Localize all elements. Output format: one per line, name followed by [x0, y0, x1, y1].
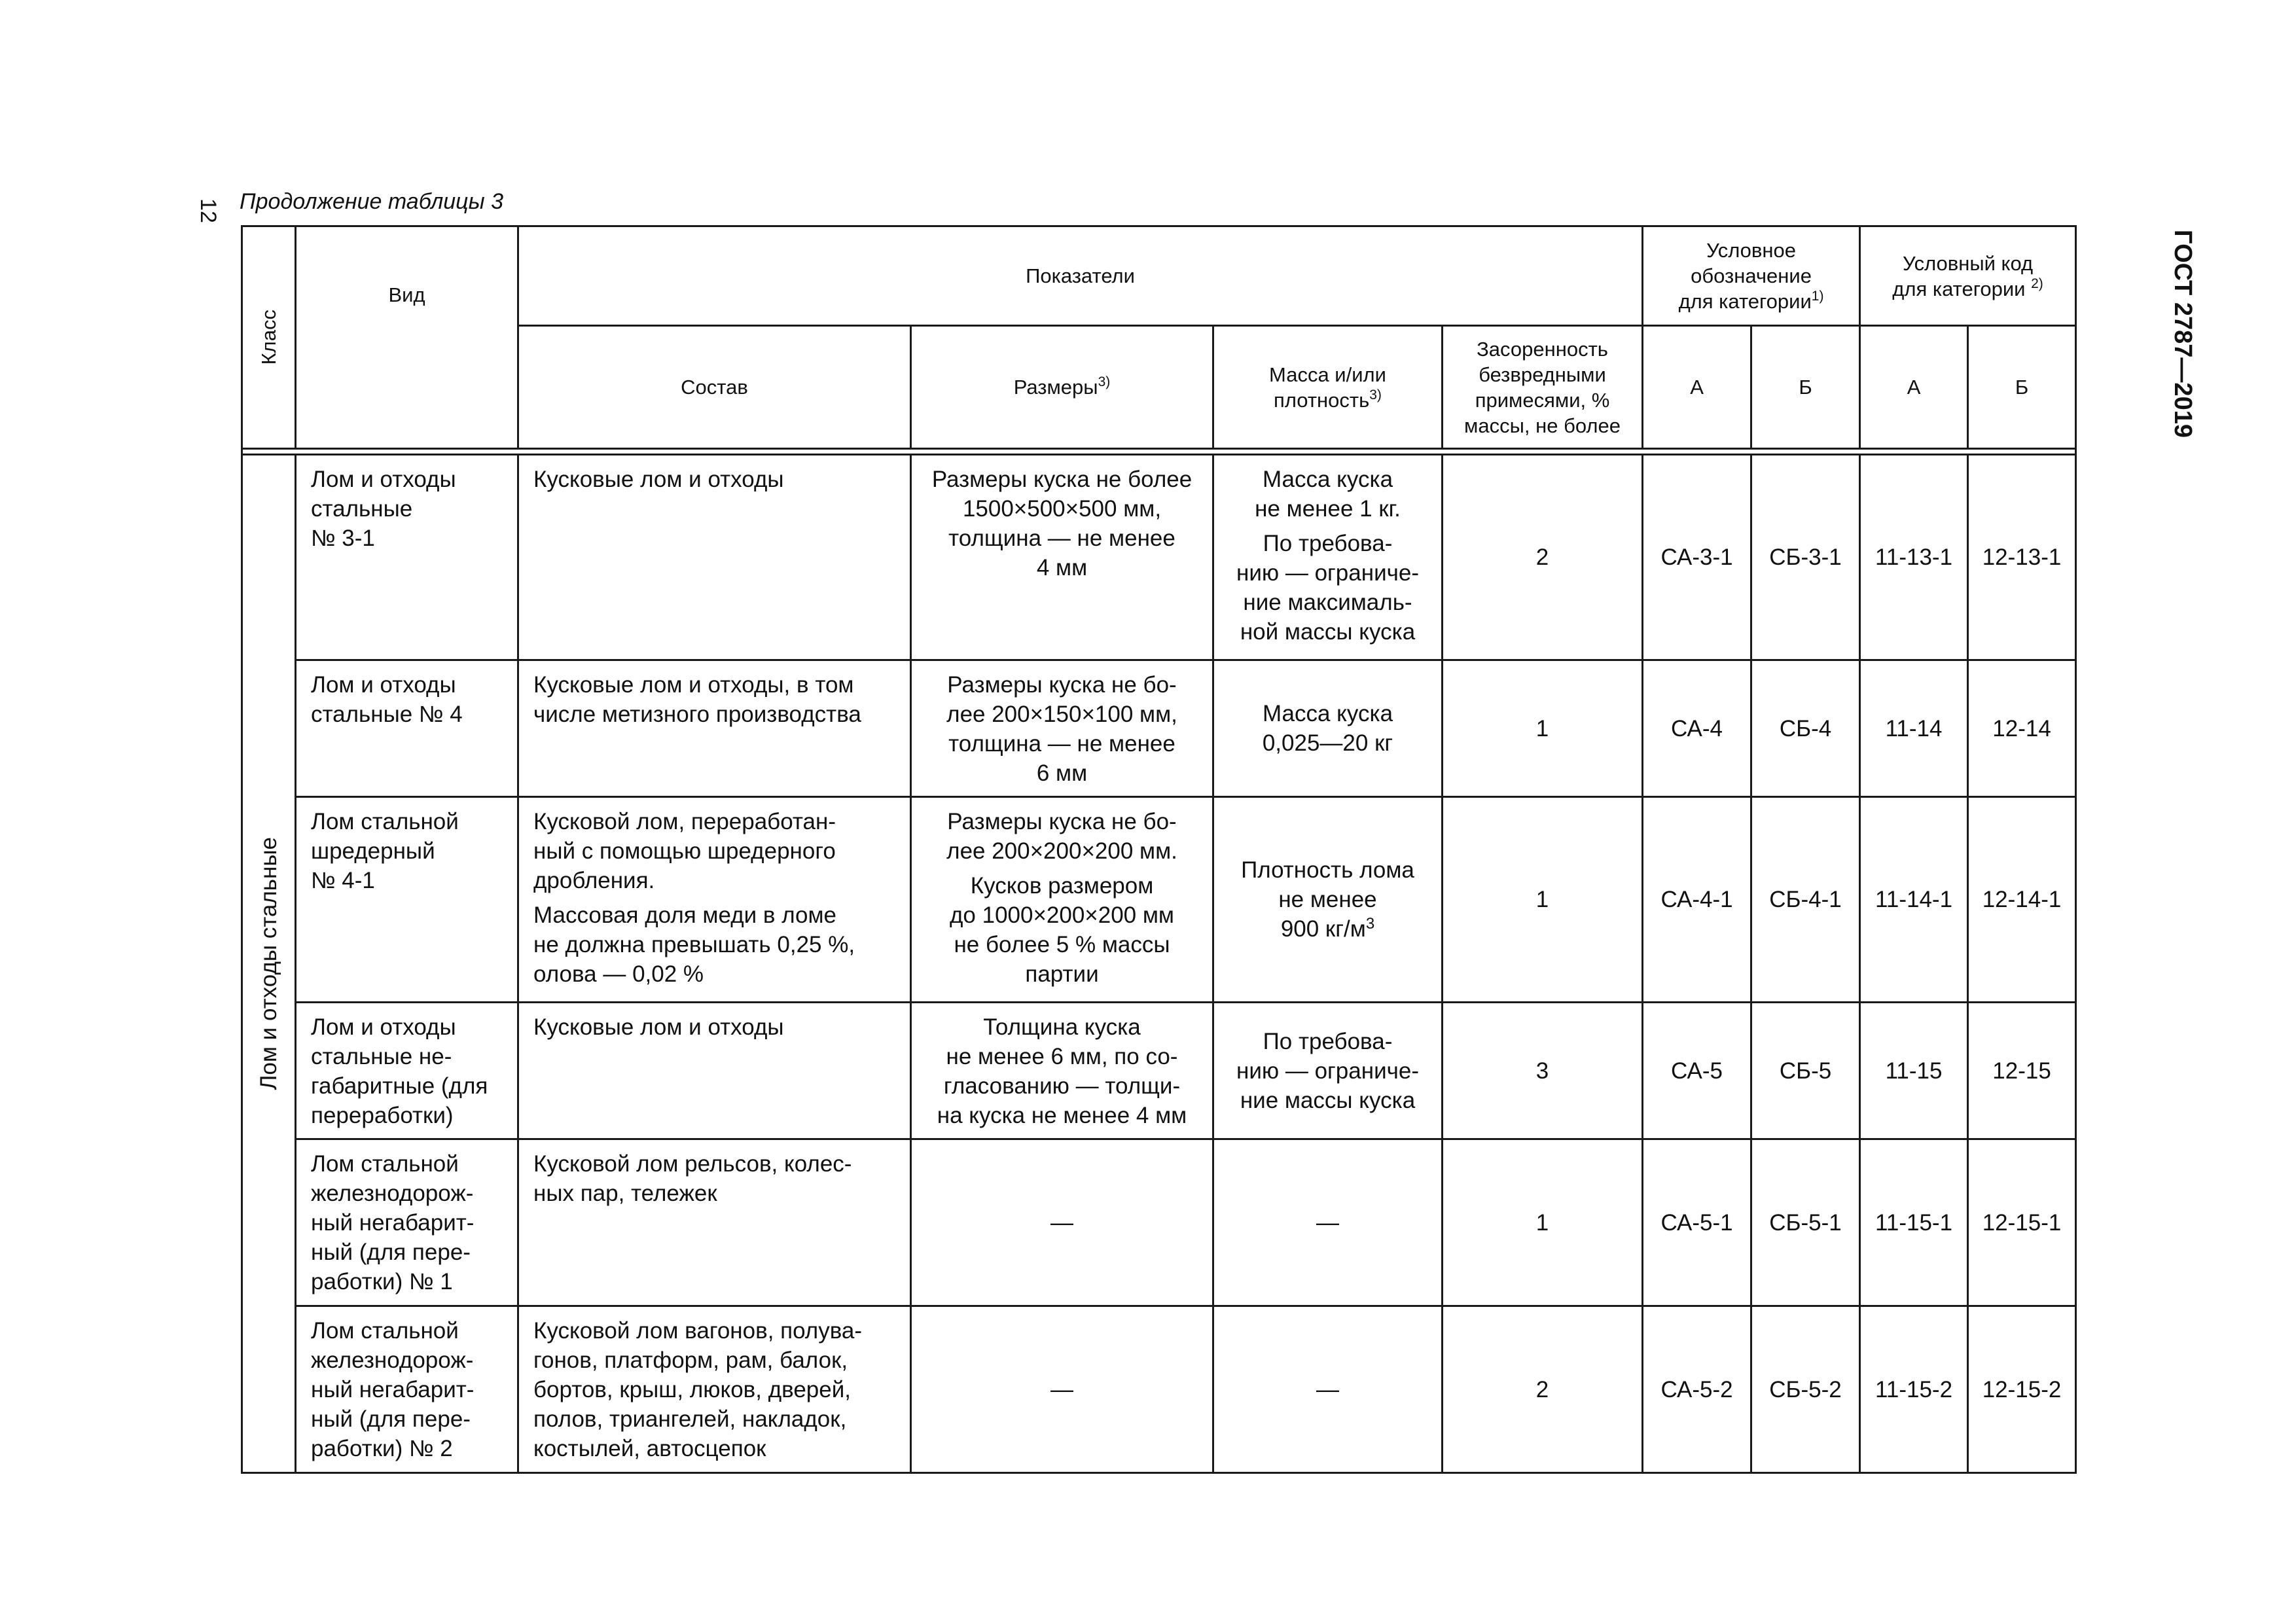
massa-line: не менее 1 кг.	[1255, 496, 1401, 522]
sostav-line: Кусковой лом вагонов, полува-	[533, 1318, 863, 1344]
cell-vid	[296, 797, 518, 1003]
vid-line: шредерный	[311, 838, 435, 864]
massa-line: нию — ограниче-	[1236, 560, 1419, 586]
massa-line: ние массы куска	[1240, 1087, 1416, 1113]
cell-kod-a: 11-14-1	[1860, 797, 1968, 1003]
table-row	[242, 660, 2076, 797]
sostav-line: олова — 0,02 %	[533, 961, 704, 987]
cell-massa	[1213, 797, 1443, 1003]
cell-kod-b: 12-15-2	[1968, 1306, 2076, 1473]
vid-line: Лом стальной	[311, 1318, 459, 1344]
cell-massa: —	[1213, 1306, 1443, 1473]
header-uslovnoe-line-2: обозначение	[1691, 264, 1812, 287]
header-sostav: Состав	[518, 326, 911, 449]
sostav-line: Кусковые лом и отходы, в том	[533, 672, 854, 698]
header-kod-line-1: Условный код	[1902, 251, 2034, 275]
razmery-line: гласованию — толщи-	[943, 1073, 1181, 1099]
header-zas-line-1: Засоренность	[1477, 337, 1608, 361]
vid-line: железнодорож-	[311, 1347, 474, 1373]
vid-line: работки) № 1	[311, 1269, 453, 1294]
cell-kod-b: 12-15	[1968, 1003, 2076, 1139]
cell-oboz-a: СА-5-2	[1643, 1306, 1751, 1473]
table-row	[242, 455, 2076, 660]
sostav-line: не должна превышать 0,25 %,	[533, 932, 855, 957]
cell-zasorennost: 2	[1443, 455, 1643, 660]
header-kod-line-2: для категории	[1892, 277, 2026, 300]
razmery-line: партии	[1025, 961, 1099, 987]
sostav-line: Кусковой лом, переработан-	[533, 809, 836, 834]
razmery-line: до 1000×200×200 мм	[950, 902, 1174, 928]
vid-line: Лом стальной	[311, 809, 459, 834]
razmery-line: Размеры куска не более	[931, 467, 1193, 492]
header-uslovnoe-line-3: для категории	[1678, 290, 1812, 313]
cell-kod-a: 11-15	[1860, 1003, 1968, 1139]
sostav-line: Кусковые лом и отходы	[533, 1014, 784, 1040]
massa-line: 900 кг/м	[1280, 916, 1366, 942]
sostav-line: числе метизного производства	[533, 702, 861, 727]
massa-line: не менее	[1278, 887, 1377, 912]
footnote-ref-1: 1)	[1811, 289, 1824, 304]
vid-line: переработки)	[311, 1103, 454, 1128]
razmery-line: 1500×500×500 мм,	[962, 496, 1162, 522]
cell-vid	[296, 1003, 518, 1139]
vid-line: габаритные (для	[311, 1073, 488, 1099]
vid-line: ный (для пере-	[311, 1406, 471, 1432]
cell-sostav	[518, 455, 911, 660]
cell-razmery	[911, 455, 1213, 660]
razmery-line: на куска не менее 4 мм	[937, 1103, 1187, 1128]
cell-sostav	[518, 1003, 911, 1139]
table-row	[242, 1306, 2076, 1473]
cell-kod-b: 12-15-1	[1968, 1139, 2076, 1306]
cell-oboz-a: СА-4	[1643, 660, 1751, 797]
cell-oboz-b: СБ-5-1	[1751, 1139, 1860, 1306]
vid-line: Лом стальной	[311, 1151, 459, 1177]
cell-oboz-b: СБ-5-2	[1751, 1306, 1860, 1473]
class-cell	[242, 455, 296, 1473]
cell-oboz-a: СА-3-1	[1643, 455, 1751, 660]
massa-line: 0,025—20 кг	[1262, 730, 1393, 756]
massa-line: Масса куска	[1262, 701, 1393, 726]
page-number: 12	[196, 198, 221, 223]
razmery-line: Размеры куска не бо-	[947, 672, 1177, 698]
cell-sostav	[518, 1139, 911, 1306]
vid-line: № 3-1	[311, 526, 375, 551]
cell-razmery: —	[911, 1139, 1213, 1306]
cell-zasorennost: 2	[1443, 1306, 1643, 1473]
class-label: Лом и отходы стальные	[256, 837, 281, 1090]
header-separator	[242, 449, 2076, 455]
cell-kod-b: 12-14	[1968, 660, 2076, 797]
cell-sostav	[518, 797, 911, 1003]
header-zasorennost	[1443, 326, 1643, 449]
cell-vid	[296, 455, 518, 660]
header-massa	[1213, 326, 1443, 449]
header-uslovnoe-line-1: Условное	[1706, 239, 1796, 262]
header-kod-cat-b: Б	[1968, 326, 2076, 449]
cell-oboz-a: СА-4-1	[1643, 797, 1751, 1003]
table-row	[242, 1139, 2076, 1306]
header-kod-cat-a: А	[1860, 326, 1968, 449]
cell-kod-a: 11-15-2	[1860, 1306, 1968, 1473]
vid-line: Лом и отходы	[311, 1014, 456, 1040]
sostav-line: гонов, платформ, рам, балок,	[533, 1347, 848, 1373]
header-uslovny-kod	[1860, 226, 2076, 326]
sostav-line: бортов, крыш, люков, дверей,	[533, 1377, 851, 1402]
sostav-line: Массовая доля меди в ломе	[533, 902, 837, 928]
cell-kod-a: 11-13-1	[1860, 455, 1968, 660]
cell-sostav	[518, 1306, 911, 1473]
header-klass-label: Класс	[257, 310, 280, 365]
header-zas-line-2: безвредными	[1479, 363, 1606, 386]
footnote-ref-2: 2)	[2031, 276, 2043, 291]
massa-line: ной массы куска	[1240, 619, 1416, 645]
razmery-line: не более 5 % массы	[954, 932, 1170, 957]
vid-line: Лом и отходы	[311, 467, 456, 492]
razmery-line: лее 200×150×100 мм,	[946, 702, 1177, 727]
table-row	[242, 797, 2076, 1003]
header-razmery-label: Размеры	[1013, 376, 1098, 399]
header-row-1	[242, 226, 2076, 326]
cell-razmery	[911, 660, 1213, 797]
cell-oboz-a: СА-5-1	[1643, 1139, 1751, 1306]
header-massa-label: Масса и/или плотность	[1269, 363, 1386, 412]
razmery-line: 6 мм	[1036, 760, 1088, 786]
vid-line: стальные	[311, 496, 413, 522]
cell-massa	[1213, 660, 1443, 797]
vid-line: железнодорож-	[311, 1181, 474, 1206]
vid-line: ный негабарит-	[311, 1377, 475, 1402]
footnote-ref-3: 3)	[1098, 374, 1111, 389]
sostav-line: Кусковой лом рельсов, колес-	[533, 1151, 852, 1177]
header-uslovnoe-oboznachenie	[1643, 226, 1860, 326]
header-razmery	[911, 326, 1213, 449]
razmery-line: Толщина куска	[983, 1014, 1141, 1040]
sostav-line: ных пар, тележек	[533, 1181, 717, 1206]
razmery-line: Кусков размером	[970, 873, 1154, 899]
scrap-classification-table	[241, 225, 2077, 1474]
sostav-line: дробления.	[533, 868, 655, 893]
footnote-ref-3b: 3)	[1369, 387, 1382, 402]
razmery-line: 4 мм	[1036, 555, 1088, 580]
cell-zasorennost: 3	[1443, 1003, 1643, 1139]
cell-kod-b: 12-14-1	[1968, 797, 2076, 1003]
razmery-line: лее 200×200×200 мм.	[946, 838, 1177, 864]
cell-kod-a: 11-15-1	[1860, 1139, 1968, 1306]
vid-line: ный (для пере-	[311, 1240, 471, 1265]
cell-zasorennost: 1	[1443, 797, 1643, 1003]
cell-oboz-b: СБ-5	[1751, 1003, 1860, 1139]
cell-oboz-a: СА-5	[1643, 1003, 1751, 1139]
header-oboz-cat-b: Б	[1751, 326, 1860, 449]
header-vid: Вид	[296, 226, 518, 449]
vid-line: № 4-1	[311, 868, 375, 893]
razmery-line: толщина — не менее	[948, 731, 1175, 757]
massa-unit-exponent: 3	[1365, 915, 1375, 933]
header-klass	[242, 226, 296, 449]
header-oboz-cat-a: А	[1643, 326, 1751, 449]
cell-oboz-b: СБ-4	[1751, 660, 1860, 797]
massa-line: нию — ограниче-	[1236, 1058, 1419, 1084]
cell-zasorennost: 1	[1443, 1139, 1643, 1306]
vid-line: ный негабарит-	[311, 1210, 475, 1236]
cell-razmery: —	[911, 1306, 1213, 1473]
cell-oboz-b: СБ-3-1	[1751, 455, 1860, 660]
cell-kod-b: 12-13-1	[1968, 455, 2076, 660]
sostav-line: ный с помощью шредерного	[533, 838, 836, 864]
header-pokazateli: Показатели	[518, 226, 1643, 326]
table-caption: Продолжение таблицы 3	[240, 189, 503, 214]
table-row	[242, 1003, 2076, 1139]
sostav-line: полов, триангелей, накладок,	[533, 1406, 847, 1432]
standard-designation: ГОСТ 2787—2019	[2169, 230, 2197, 438]
header-zas-line-4: массы, не более	[1464, 414, 1621, 437]
sostav-line: Кусковые лом и отходы	[533, 467, 784, 492]
cell-vid	[296, 1306, 518, 1473]
cell-razmery	[911, 797, 1213, 1003]
cell-massa	[1213, 1003, 1443, 1139]
massa-line: По требова-	[1263, 1028, 1393, 1054]
sostav-line: костылей, автосцепок	[533, 1436, 766, 1461]
cell-razmery	[911, 1003, 1213, 1139]
vid-line: работки) № 2	[311, 1436, 453, 1461]
cell-kod-a: 11-14	[1860, 660, 1968, 797]
razmery-line: Размеры куска не бо-	[947, 809, 1177, 834]
massa-line: Плотность лома	[1241, 857, 1414, 883]
vid-line: Лом и отходы	[311, 672, 456, 698]
cell-zasorennost: 1	[1443, 660, 1643, 797]
vid-line: стальные не-	[311, 1044, 452, 1069]
cell-vid	[296, 1139, 518, 1306]
cell-massa: —	[1213, 1139, 1443, 1306]
vid-line: стальные № 4	[311, 702, 463, 727]
cell-sostav	[518, 660, 911, 797]
cell-vid	[296, 660, 518, 797]
massa-line: ние максималь-	[1243, 590, 1412, 615]
cell-massa	[1213, 455, 1443, 660]
massa-line: По требова-	[1263, 531, 1393, 556]
razmery-line: не менее 6 мм, по со-	[946, 1044, 1178, 1069]
cell-oboz-b: СБ-4-1	[1751, 797, 1860, 1003]
header-zas-line-3: примесями, %	[1475, 388, 1610, 412]
razmery-line: толщина — не менее	[948, 526, 1175, 551]
massa-line: Масса куска	[1262, 467, 1393, 492]
